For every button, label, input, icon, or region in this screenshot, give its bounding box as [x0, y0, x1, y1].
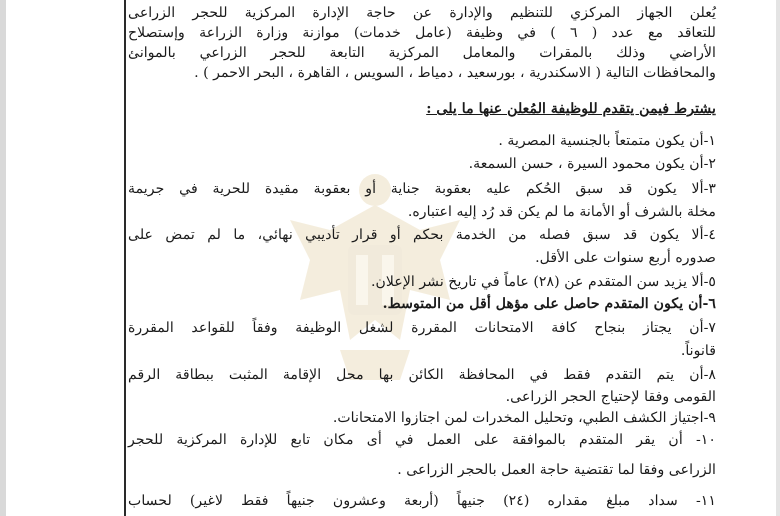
condition-item-cont: صدوره أربع سنوات على الأقل. [535, 250, 716, 266]
intro-line: الأراضي وذلك بالمقرات والمعامل المركزية التابعة للحجر الزراعي بالموانئ [128, 45, 716, 61]
condition-item: ١٠- أن يقر المتقدم بالموافقة على العمل في أى مكان تابع للإدارة المركزية للحجر [128, 432, 716, 448]
condition-item: ٩-اجتياز الكشف الطبي، وتحليل المخدرات لمن اجتازوا الامتحانات. [332, 410, 716, 426]
intro-line: للتعاقد مع عدد ( ٦ ) في وظيفة (عامل خدمات) موازنة وزارة الزراعة وإستصلاح [128, 25, 717, 41]
page-right-edge [776, 0, 780, 516]
condition-item: ٢-أن يكون محمود السيرة ، حسن السمعة. [468, 156, 716, 172]
intro-line: يُعلن الجهاز المركزي للتنظيم والإدارة عن حاجة الإدارة المركزية للحجر الزراعى [128, 5, 716, 21]
condition-item-cont: قانوناً. [680, 343, 716, 359]
condition-item: ٥-ألا يزيد سن المتقدم عن (٢٨) عاماً في تاريخ نشر الإعلان. [370, 274, 716, 290]
condition-item: ٣-ألا يكون قد سبق الحُكم عليه بعقوبة جناية أو بعقوبة مقيدة للحرية في جريمة [128, 181, 716, 197]
condition-item: ٧-أن يجتاز بنجاح كافة الامتحانات المقررة لشغل الوظيفة وفقاً للقواعد المقررة [128, 320, 716, 336]
condition-item-cont: مخلة بالشرف أو الأمانة ما لم يكن قد رُد إليه اعتباره. [407, 204, 716, 220]
condition-item: ٨-أن يتم التقدم فقط في المحافظة الكائن بها محل الإقامة المثبت ببطاقة الرقم [128, 367, 716, 383]
condition-item: ١١- سداد مبلغ مقداره (٢٤) جنيهاً (أربعة وعشرون جنيهاً فقط لاغير) لحساب [128, 493, 716, 509]
intro-line: والمحافظات التالية ( الاسكندرية ، بورسعيد ، دمياط ، السويس ، القاهرة ، البحر الاحمر ) . [194, 65, 716, 81]
announcement-text [128, 0, 716, 516]
conditions-heading: يشترط فيمن يتقدم للوظيفة المُعلن عنها ما يلى : [426, 101, 716, 117]
page-left-edge [0, 0, 6, 516]
condition-item-cont: القومى وفقا لإحتياج الحجر الزراعى. [505, 389, 716, 405]
condition-item: ٤-ألا يكون قد سبق فصله من الخدمة بحكم أو قرار تأديبي نهائي، ما لم تمض على [128, 227, 716, 243]
condition-item: ١-أن يكون متمتعاً بالجنسية المصرية . [498, 133, 716, 149]
condition-item: ٦-أن يكون المتقدم حاصل على مؤهل أقل من المتوسط. [382, 296, 716, 312]
condition-item-cont: الزراعى وفقا لما تقتضية حاجة العمل بالحجر الزراعى . [397, 462, 716, 478]
